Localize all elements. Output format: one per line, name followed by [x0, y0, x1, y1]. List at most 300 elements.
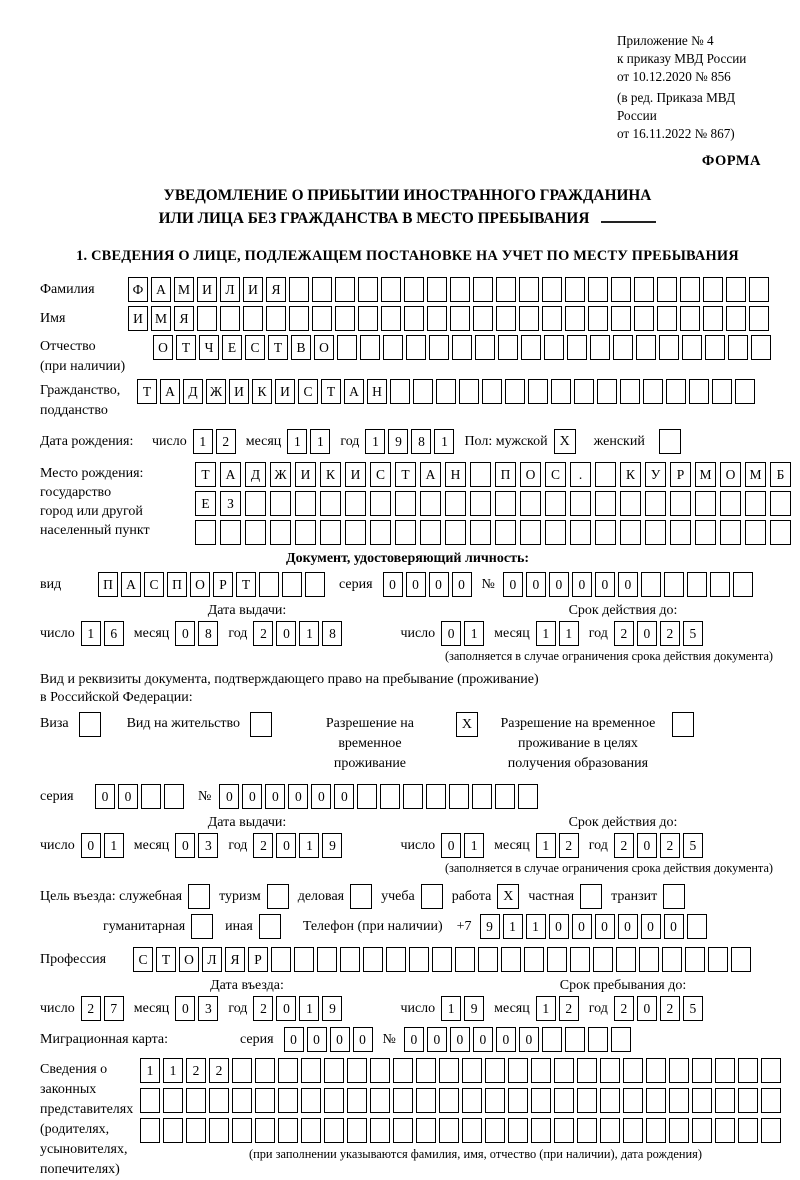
identity-document-heading: Документ, удостоверяющий личность:: [285, 551, 530, 566]
birth-year-cells: [365, 429, 454, 454]
char-cell: [186, 1118, 206, 1143]
char-cell: [393, 1118, 413, 1143]
char-cell: [393, 1088, 413, 1113]
char-cell: [478, 947, 498, 972]
patronymic-label: Отчество (при наличии): [40, 339, 126, 374]
char-cell: [728, 335, 748, 360]
char-cell: 7: [104, 996, 124, 1021]
char-cell: 1: [503, 914, 523, 939]
document-number-cells: [503, 572, 753, 597]
char-cell: [531, 1088, 551, 1113]
surname-cells: [128, 277, 769, 302]
purpose-humanitarian-label: гуманитарная: [103, 918, 186, 934]
char-cell: [680, 306, 700, 331]
residence-permit-item: [127, 712, 272, 737]
char-cell: [761, 1088, 781, 1113]
char-cell: [588, 277, 608, 302]
char-cell: [295, 491, 316, 516]
char-cell: 2: [614, 996, 634, 1021]
char-cell: [485, 1118, 505, 1143]
given-name-row: [40, 306, 775, 331]
char-cell: [140, 1088, 160, 1113]
year-label: год: [340, 433, 360, 449]
char-cell: [220, 306, 240, 331]
char-cell: 0: [441, 621, 461, 646]
checkbox-purpose-official: [188, 884, 210, 909]
char-cell: Р: [670, 462, 691, 487]
char-cell: [413, 379, 433, 404]
annex-line: к приказу МВД России: [617, 51, 747, 66]
permit-series-row: [40, 784, 775, 809]
char-cell: 0: [276, 621, 296, 646]
char-cell: [623, 1118, 643, 1143]
patronymic-cells: [153, 335, 771, 360]
char-cell: [439, 1088, 459, 1113]
char-cell: 0: [404, 1027, 424, 1052]
char-cell: 1: [536, 996, 556, 1021]
permit-date-labels-row: [40, 815, 775, 831]
annex-line: (в ред. Приказа МВД России: [617, 90, 736, 123]
permit-number-cells: [219, 784, 538, 809]
char-cell: 0: [618, 914, 638, 939]
char-cell: 0: [81, 833, 101, 858]
char-cell: У: [645, 462, 666, 487]
char-cell: П: [167, 572, 187, 597]
char-cell: 6: [104, 621, 124, 646]
char-cell: О: [190, 572, 210, 597]
char-cell: Т: [321, 379, 341, 404]
char-cell: [380, 784, 400, 809]
section-1-heading: 1. СВЕДЕНИЯ О ЛИЦЕ, ПОДЛЕЖАЩЕМ ПОСТАНОВКЕ НА УЧЕТ ПО МЕСТУ ПРЕБЫВАНИЯ: [76, 248, 739, 264]
char-cell: О: [520, 462, 541, 487]
char-cell: [554, 1088, 574, 1113]
char-cell: [436, 379, 456, 404]
char-cell: 0: [334, 784, 354, 809]
char-cell: 1: [310, 429, 330, 454]
char-cell: 0: [572, 914, 592, 939]
char-cell: З: [220, 491, 241, 516]
char-cell: Д: [245, 462, 266, 487]
char-cell: [577, 1058, 597, 1083]
checkbox-sex-female: [659, 429, 681, 454]
char-cell: [687, 572, 707, 597]
char-cell: [574, 379, 594, 404]
char-cell: Р: [213, 572, 233, 597]
char-cell: [270, 491, 291, 516]
char-cell: 1: [299, 833, 319, 858]
char-cell: [692, 1118, 712, 1143]
forma-label: ФОРМА: [701, 153, 761, 169]
char-cell: М: [174, 277, 194, 302]
char-cell: [611, 277, 631, 302]
char-cell: [669, 1088, 689, 1113]
char-cell: [662, 947, 682, 972]
char-cell: [163, 1118, 183, 1143]
char-cell: [666, 379, 686, 404]
char-cell: Р: [248, 947, 268, 972]
char-cell: [710, 572, 730, 597]
char-cell: [427, 306, 447, 331]
char-cell: [720, 491, 741, 516]
char-cell: [340, 947, 360, 972]
document-expiry-month-cells: [536, 621, 579, 646]
char-cell: 1: [104, 833, 124, 858]
char-cell: [593, 947, 613, 972]
checkbox-sex-male: X: [554, 429, 576, 454]
char-cell: 0: [276, 996, 296, 1021]
char-cell: [496, 277, 516, 302]
char-cell: [255, 1088, 275, 1113]
char-cell: [770, 520, 791, 545]
char-cell: [259, 572, 279, 597]
char-cell: 2: [186, 1058, 206, 1083]
stay-month-cells: [536, 996, 579, 1021]
char-cell: Т: [268, 335, 288, 360]
char-cell: 0: [427, 1027, 447, 1052]
checkbox-purpose-transit: [663, 884, 685, 909]
representatives-label: Сведения о законных представителях (родителях, усыновителях, попечителях): [40, 1062, 134, 1177]
char-cell: [646, 1058, 666, 1083]
char-cell: [565, 1027, 585, 1052]
char-cell: [317, 947, 337, 972]
char-cell: 2: [614, 833, 634, 858]
char-cell: [646, 1088, 666, 1113]
char-cell: [370, 1118, 390, 1143]
char-cell: [470, 491, 491, 516]
month-label: месяц: [133, 625, 170, 641]
year-label: год: [228, 837, 248, 853]
char-cell: [738, 1118, 758, 1143]
char-cell: 2: [614, 621, 634, 646]
char-cell: Т: [137, 379, 157, 404]
birth-day-cells: [193, 429, 236, 454]
char-cell: Ч: [199, 335, 219, 360]
char-cell: [337, 335, 357, 360]
surname-row: [40, 277, 775, 302]
given-name-label: Имя: [40, 310, 66, 326]
char-cell: [498, 335, 518, 360]
char-cell: [416, 1058, 436, 1083]
stay-document-text-line1: Вид и реквизиты документа, подтверждающего право на пребывание (проживание): [40, 672, 539, 687]
char-cell: [220, 520, 241, 545]
char-cell: С: [545, 462, 566, 487]
char-cell: [520, 491, 541, 516]
char-cell: [462, 1118, 482, 1143]
char-cell: Л: [220, 277, 240, 302]
char-cell: [289, 306, 309, 331]
char-cell: [345, 491, 366, 516]
char-cell: 2: [253, 833, 273, 858]
char-cell: [531, 1118, 551, 1143]
temporary-permit-education-item: [494, 712, 694, 774]
char-cell: [473, 277, 493, 302]
char-cell: 0: [526, 572, 546, 597]
char-cell: [462, 1058, 482, 1083]
char-cell: 2: [253, 996, 273, 1021]
permit-expiry-day-cells: [441, 833, 484, 858]
annex-reference-block: [617, 32, 777, 143]
checkbox-residence-permit: [250, 712, 272, 737]
char-cell: И: [295, 462, 316, 487]
char-cell: [301, 1088, 321, 1113]
month-label: месяц: [494, 837, 530, 853]
char-cell: [245, 491, 266, 516]
char-cell: [657, 306, 677, 331]
char-cell: П: [495, 462, 516, 487]
char-cell: И: [229, 379, 249, 404]
char-cell: [745, 520, 766, 545]
sex-male-label: Пол: мужской: [464, 433, 548, 449]
citizenship-row: [40, 379, 775, 421]
char-cell: Т: [195, 462, 216, 487]
char-cell: [620, 379, 640, 404]
char-cell: [595, 520, 616, 545]
char-cell: [358, 277, 378, 302]
char-cell: [416, 1088, 436, 1113]
representatives-cells-line3: [140, 1118, 781, 1143]
char-cell: [459, 379, 479, 404]
char-cell: [524, 947, 544, 972]
char-cell: [611, 306, 631, 331]
char-cell: Я: [174, 306, 194, 331]
char-cell: [643, 379, 663, 404]
char-cell: [682, 335, 702, 360]
char-cell: [761, 1118, 781, 1143]
entry-purpose-row-2: [40, 914, 775, 939]
char-cell: А: [220, 462, 241, 487]
migration-number-label: №: [382, 1031, 396, 1047]
permit-dates-row: [40, 833, 775, 858]
char-cell: [501, 947, 521, 972]
representatives-note: (при заполнении указываются фамилия, имя, отчество (при наличии), дата рождения): [248, 1147, 703, 1161]
checkbox-purpose-study: [421, 884, 443, 909]
char-cell: 0: [353, 1027, 373, 1052]
char-cell: 0: [664, 914, 684, 939]
char-cell: А: [121, 572, 141, 597]
char-cell: [542, 306, 562, 331]
char-cell: [669, 1058, 689, 1083]
char-cell: [518, 784, 538, 809]
char-cell: [664, 572, 684, 597]
char-cell: [508, 1088, 528, 1113]
annex-line: Приложение № 4: [617, 33, 714, 48]
char-cell: [495, 491, 516, 516]
char-cell: [450, 277, 470, 302]
char-cell: [705, 335, 725, 360]
char-cell: 0: [242, 784, 262, 809]
char-cell: [312, 277, 332, 302]
char-cell: [692, 1058, 712, 1083]
birthplace-cells-block: [195, 462, 791, 545]
birth-date-label: Дата рождения:: [40, 433, 134, 449]
char-cell: [565, 306, 585, 331]
char-cell: [395, 520, 416, 545]
form-title-line2: ИЛИ ЛИЦА БЕЗ ГРАЖДАНСТВА В МЕСТО ПРЕБЫВАНИЯ: [158, 210, 590, 227]
char-cell: 1: [299, 996, 319, 1021]
char-cell: [588, 306, 608, 331]
char-cell: [715, 1058, 735, 1083]
char-cell: [416, 1118, 436, 1143]
char-cell: 2: [660, 996, 680, 1021]
profession-cells: [133, 947, 751, 972]
entry-day-cells: [81, 996, 124, 1021]
month-label: месяц: [133, 837, 170, 853]
char-cell: 1: [193, 429, 213, 454]
char-cell: [420, 491, 441, 516]
char-cell: [519, 306, 539, 331]
checkbox-purpose-business: [350, 884, 372, 909]
char-cell: [426, 784, 446, 809]
entry-date-labels-row: [40, 978, 775, 994]
char-cell: [733, 572, 753, 597]
representatives-cells-line1: [140, 1058, 781, 1083]
char-cell: А: [160, 379, 180, 404]
char-cell: К: [252, 379, 272, 404]
char-cell: [520, 520, 541, 545]
char-cell: 0: [95, 784, 115, 809]
char-cell: [641, 572, 661, 597]
char-cell: [390, 379, 410, 404]
char-cell: [197, 306, 217, 331]
char-cell: 0: [637, 621, 657, 646]
year-label: год: [228, 1000, 248, 1016]
permit-issue-year-cells: [253, 833, 342, 858]
char-cell: [393, 1058, 413, 1083]
char-cell: [695, 491, 716, 516]
char-cell: [347, 1118, 367, 1143]
day-label: число: [400, 1000, 436, 1016]
char-cell: [495, 784, 515, 809]
year-label: год: [588, 1000, 608, 1016]
char-cell: [726, 306, 746, 331]
char-cell: 0: [265, 784, 285, 809]
char-cell: [301, 1118, 321, 1143]
char-cell: [232, 1058, 252, 1083]
char-cell: 0: [595, 914, 615, 939]
char-cell: С: [133, 947, 153, 972]
char-cell: 0: [473, 1027, 493, 1052]
char-cell: 0: [519, 1027, 539, 1052]
char-cell: [289, 277, 309, 302]
char-cell: [595, 491, 616, 516]
representatives-cells-line2: [140, 1088, 781, 1113]
char-cell: [278, 1118, 298, 1143]
char-cell: И: [128, 306, 148, 331]
char-cell: [611, 1027, 631, 1052]
char-cell: А: [420, 462, 441, 487]
char-cell: [735, 379, 755, 404]
birthplace-label: Место рождения: государство город или другой населенный пункт: [40, 466, 150, 538]
document-issue-year-cells: [253, 621, 342, 646]
char-cell: 0: [572, 572, 592, 597]
permit-valid-until-label: Срок действия до:: [568, 815, 678, 830]
char-cell: [324, 1058, 344, 1083]
char-cell: С: [298, 379, 318, 404]
char-cell: 2: [209, 1058, 229, 1083]
char-cell: [720, 520, 741, 545]
char-cell: [363, 947, 383, 972]
char-cell: [347, 1058, 367, 1083]
char-cell: [278, 1088, 298, 1113]
day-label: число: [400, 837, 436, 853]
char-cell: [432, 947, 452, 972]
char-cell: 1: [140, 1058, 160, 1083]
annex-line: от 10.12.2020 № 856: [617, 69, 731, 84]
char-cell: 5: [683, 996, 703, 1021]
stay-year-cells: [614, 996, 703, 1021]
char-cell: [567, 335, 587, 360]
migration-series-label: серия: [240, 1031, 274, 1047]
char-cell: [266, 306, 286, 331]
char-cell: [645, 491, 666, 516]
day-label: число: [40, 625, 75, 641]
purpose-business-label: деловая: [297, 888, 345, 904]
char-cell: [600, 1118, 620, 1143]
char-cell: [570, 491, 591, 516]
char-cell: 5: [683, 833, 703, 858]
char-cell: [595, 462, 616, 487]
char-cell: [255, 1058, 275, 1083]
char-cell: [547, 947, 567, 972]
char-cell: 0: [330, 1027, 350, 1052]
birthplace-cells-line1: [195, 462, 791, 487]
char-cell: 1: [365, 429, 385, 454]
representatives-block: [40, 1058, 775, 1180]
form-title: [40, 184, 775, 230]
purpose-work-label: работа: [451, 888, 492, 904]
char-cell: [545, 491, 566, 516]
char-cell: [588, 1027, 608, 1052]
char-cell: 3: [198, 996, 218, 1021]
char-cell: [232, 1088, 252, 1113]
document-series-cells: [383, 572, 472, 597]
checkbox-visa: [79, 712, 101, 737]
char-cell: Т: [176, 335, 196, 360]
char-cell: [255, 1118, 275, 1143]
char-cell: Т: [156, 947, 176, 972]
char-cell: [623, 1088, 643, 1113]
char-cell: Ф: [128, 277, 148, 302]
document-kind-row: [40, 572, 775, 597]
char-cell: [634, 277, 654, 302]
char-cell: [335, 306, 355, 331]
char-cell: С: [245, 335, 265, 360]
char-cell: Ж: [206, 379, 226, 404]
char-cell: И: [243, 277, 263, 302]
char-cell: [370, 1088, 390, 1113]
char-cell: 8: [198, 621, 218, 646]
char-cell: [577, 1118, 597, 1143]
char-cell: [358, 306, 378, 331]
char-cell: 0: [549, 572, 569, 597]
char-cell: [409, 947, 429, 972]
char-cell: Е: [195, 491, 216, 516]
birthplace-cells-line3: [195, 520, 791, 545]
char-cell: [554, 1118, 574, 1143]
stay-day-cells: [441, 996, 484, 1021]
char-cell: [381, 277, 401, 302]
char-cell: [386, 947, 406, 972]
checkbox-purpose-work: X: [497, 884, 519, 909]
char-cell: [505, 379, 525, 404]
char-cell: .: [570, 462, 591, 487]
char-cell: [634, 306, 654, 331]
profession-row: [40, 947, 775, 972]
char-cell: [439, 1118, 459, 1143]
day-label: число: [40, 837, 75, 853]
char-cell: 1: [464, 833, 484, 858]
entry-month-cells: [175, 996, 218, 1021]
